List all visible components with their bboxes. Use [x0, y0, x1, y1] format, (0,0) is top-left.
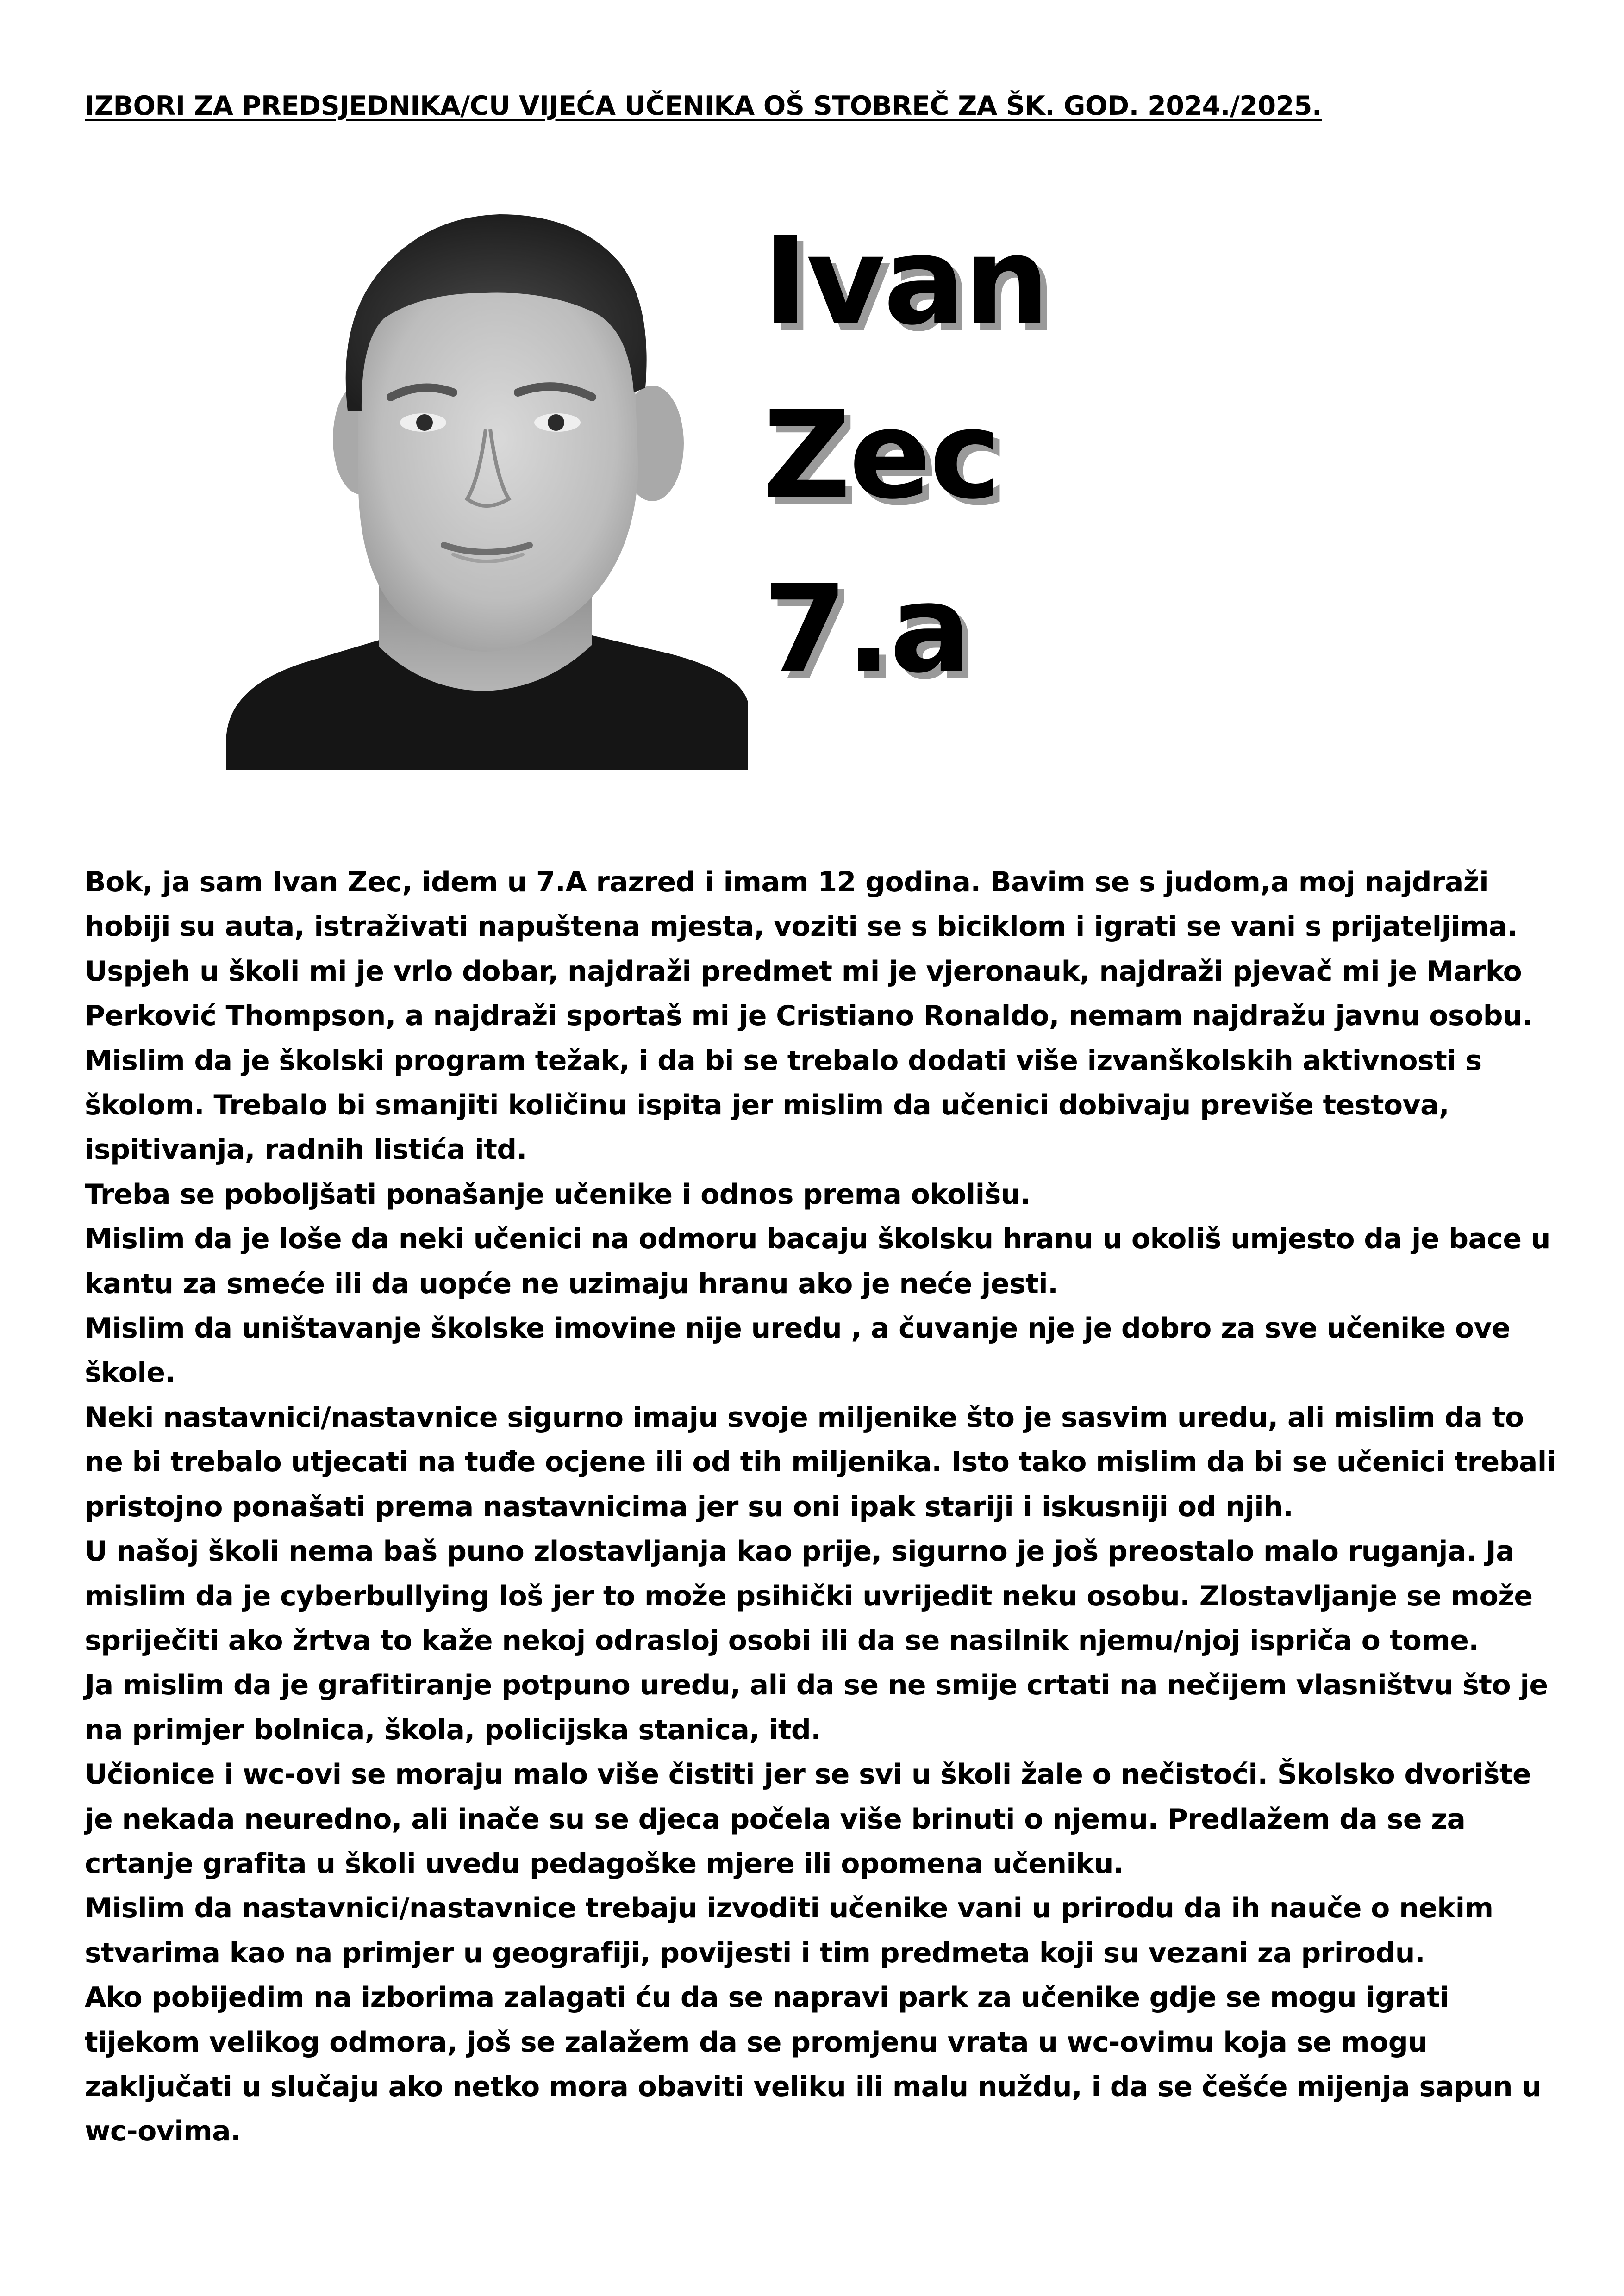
letter-paragraph: Mislim da uništavanje školske imovine nije uredu , a čuvanje nje je dobro za sve učenike ove škole. — [85, 1312, 1511, 1389]
letter-paragraph: Treba se poboljšati ponašanje učenike i odnos prema okolišu. — [85, 1178, 1031, 1211]
page-title: IZBORI ZA PREDSJEDNIKA/CU VIJEĆA UČENIKA OŠ STOBREČ ZA ŠK. GOD. 2024./2025. — [85, 91, 1322, 121]
candidate-class: 7.a — [763, 559, 970, 700]
candidate-first-name: Ivan — [763, 211, 1048, 352]
candidate-letter — [85, 860, 1557, 2154]
letter-paragraph: U našoj školi nema baš puno zlostavljanja kao prije, sigurno je još preostalo malo ruganja. Ja mislim da je cyberbullying loš jer to može psihički uvrijedit neku osobu. Zlostavljanje se može spriječiti ako žrtva to kaže nekoj odrasloj osobi ili da se nasilnik njemu/njoj ispriča o tome. — [85, 1535, 1533, 1657]
candidate-last-name: Zec — [763, 385, 999, 526]
letter-paragraph: Mislim da nastavnici/nastavnice trebaju izvoditi učenike vani u prirodu da ih nauče o nekim stvarima kao na primjer u geografiji, povijesti i tim predmeta koji su vezani za prirodu. — [85, 1892, 1493, 1969]
candidate-name-block — [763, 194, 1133, 716]
letter-paragraph: Neki nastavnici/nastavnice sigurno imaju svoje miljenike što je sasvim uredu, ali mislim da to ne bi trebalo utjecati na tuđe ocjene ili od tih miljenika. Isto tako mislim da bi se učenici trebali pristojno ponašati prema nastavnicima jer su oni ipak stariji i iskusniji od njih. — [85, 1401, 1556, 1523]
letter-paragraph: Bok, ja sam Ivan Zec, idem u 7.A razred i imam 12 godina. Bavim se s judom,a moj najdraži hobiji su auta, istraživati napuštena mjesta, voziti se s biciklom i igrati se vani s prijateljima. Uspjeh u školi mi je vrlo dobar, najdraži predmet mi je vjeronauk, najdraži pjevač mi je Marko Perković Thompson, a najdraži sportaš mi je Cristiano Ronaldo, nemam najdražu javnu osobu. Mislim da je školski program težak, i da bi se trebalo dodati više izvanškolskih aktivnosti s školom. Trebalo bi smanjiti količinu ispita jer mislim da učenici dobivaju previše testova, ispitivanja, radnih listića itd. — [85, 866, 1533, 1166]
letter-paragraph: Ja mislim da je grafitiranje potpuno uredu, ali da se ne smije crtati na nečijem vlasništvu što je na primjer bolnica, škola, policijska stanica, itd. — [85, 1669, 1548, 1746]
letter-paragraph: Mislim da je loše da neki učenici na odmoru bacaju školsku hranu u okoliš umjesto da je bace u kantu za smeće ili da uopće ne uzimaju hranu ako je neće jesti. — [85, 1223, 1550, 1300]
candidate-photo — [226, 193, 748, 770]
letter-paragraph: Učionice i wc-ovi se moraju malo više čistiti jer se svi u školi žale o nečistoći. Školsko dvorište je nekada neuredno, ali inače su se djeca počela više brinuti o njemu. Predlažem da se za crtanje grafita u školi uvedu pedagoške mjere ili opomena učeniku. — [85, 1758, 1531, 1880]
letter-paragraph: Ako pobijedim na izborima zalagati ću da se napravi park za učenike gdje se mogu igrati tijekom velikog odmora, još se zalažem da se promjenu vrata u wc-ovimu koja se mogu zaključati u slučaju ako netko mora obaviti veliku ili malu nuždu, i da se češće mijenja sapun u wc-ovima. — [85, 1981, 1542, 2148]
